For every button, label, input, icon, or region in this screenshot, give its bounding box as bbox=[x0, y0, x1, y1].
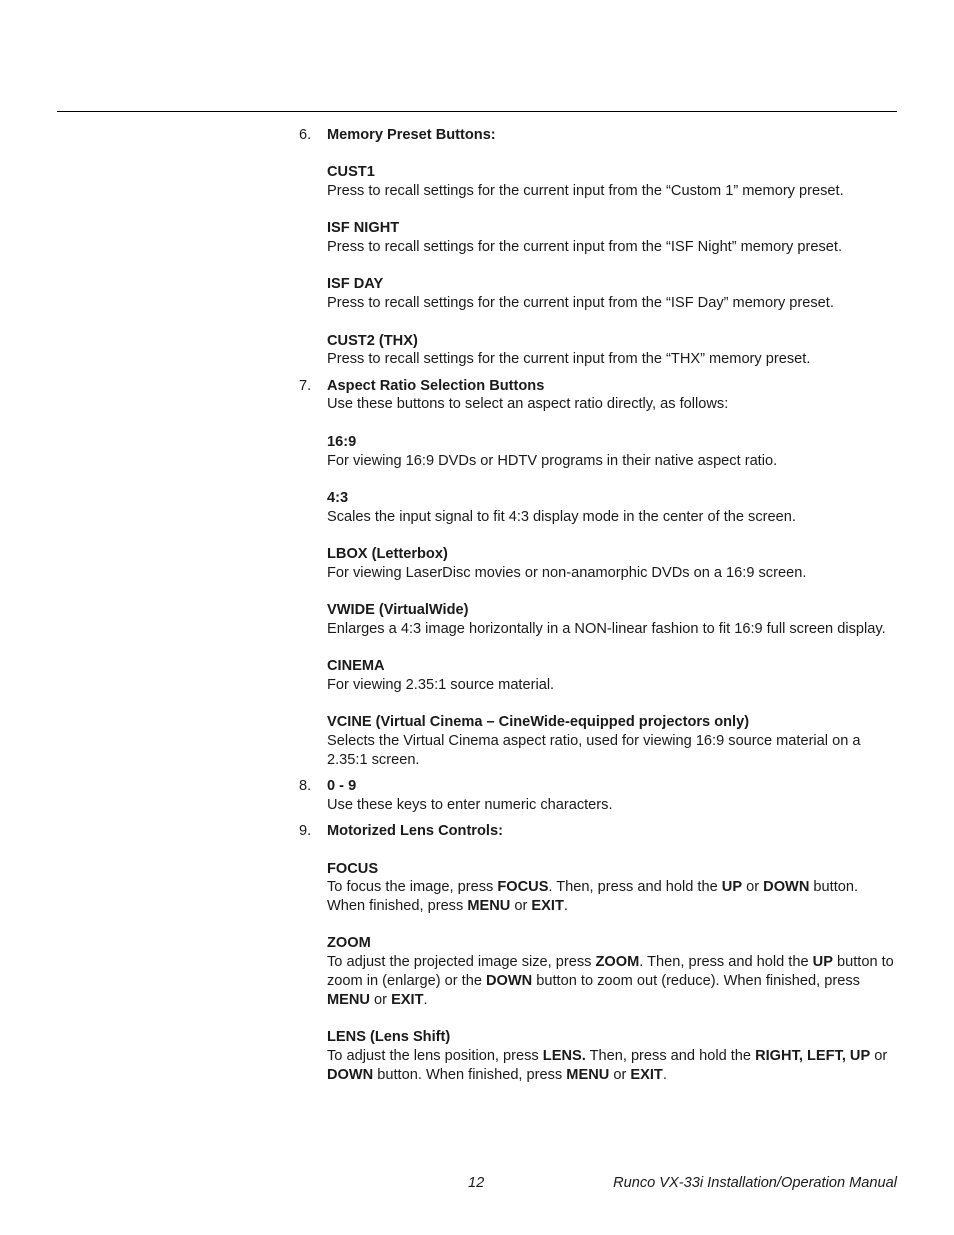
subitem-desc: To focus the image, press FOCUS. Then, press and hold the UP or DOWN button. When finished, press MENU or EXIT. bbox=[327, 879, 859, 915]
subitem-title: ISF NIGHT bbox=[327, 220, 400, 237]
subitem-title: CUST1 bbox=[327, 164, 375, 181]
header-rule bbox=[57, 111, 897, 112]
subitem-desc: Press to recall settings for the current input from the “THX” memory preset. bbox=[327, 351, 811, 368]
subitem-4-3 bbox=[327, 489, 899, 527]
subitem-zoom bbox=[327, 934, 899, 1009]
list-item-aspect-ratio bbox=[299, 377, 899, 770]
subitem-desc: Press to recall settings for the current input from the “Custom 1” memory preset. bbox=[327, 183, 844, 200]
list-item-numeric-keys bbox=[299, 777, 899, 815]
subitem-lbox bbox=[327, 545, 899, 583]
item-desc: Use these buttons to select an aspect ratio directly, as follows: bbox=[327, 396, 729, 413]
manual-title: Runco VX-33i Installation/Operation Manual bbox=[613, 1175, 897, 1191]
subitem-cust1 bbox=[327, 163, 899, 201]
subitem-desc: Scales the input signal to fit 4:3 display mode in the center of the screen. bbox=[327, 508, 796, 525]
item-number: 8. bbox=[299, 778, 312, 795]
list-item-memory-presets bbox=[299, 126, 899, 369]
subitem-title: ZOOM bbox=[327, 935, 371, 952]
subitem-lens-shift bbox=[327, 1028, 899, 1084]
subitem-desc: Press to recall settings for the current input from the “ISF Day” memory preset. bbox=[327, 295, 834, 312]
subitem-title: CINEMA bbox=[327, 658, 385, 675]
subitem-title: LBOX (Letterbox) bbox=[327, 545, 448, 562]
item-title: Aspect Ratio Selection Buttons bbox=[327, 377, 545, 394]
subitem-cust2 bbox=[327, 332, 899, 370]
subitem-desc: For viewing 2.35:1 source material. bbox=[327, 676, 555, 693]
subitem-desc: For viewing LaserDisc movies or non-anamorphic DVDs on a 16:9 screen. bbox=[327, 564, 807, 581]
subitem-desc: Enlarges a 4:3 image horizontally in a NON-linear fashion to fit 16:9 full screen display. bbox=[327, 620, 886, 637]
subitem-desc: For viewing 16:9 DVDs or HDTV programs in their native aspect ratio. bbox=[327, 452, 778, 469]
subitem-title: ISF DAY bbox=[327, 276, 384, 293]
item-number: 7. bbox=[299, 377, 312, 394]
subitem-desc: To adjust the lens position, press LENS. Then, press and hold the RIGHT, LEFT, UP or DOWN button. When finished, press MENU or EXIT. bbox=[327, 1047, 888, 1083]
item-title: Motorized Lens Controls: bbox=[327, 823, 503, 840]
item-desc: Use these keys to enter numeric characters. bbox=[327, 796, 613, 813]
list-item-lens-controls bbox=[299, 822, 899, 1084]
subitem-title: VWIDE (VirtualWide) bbox=[327, 602, 469, 619]
subitem-title: CUST2 (THX) bbox=[327, 332, 418, 349]
subitem-title: FOCUS bbox=[327, 860, 379, 877]
subitem-vwide bbox=[327, 601, 899, 639]
subitem-desc: Press to recall settings for the current input from the “ISF Night” memory preset. bbox=[327, 239, 843, 256]
subitem-isf-night bbox=[327, 219, 899, 257]
item-number: 9. bbox=[299, 823, 312, 840]
subitem-16-9 bbox=[327, 433, 899, 471]
page-number: 12 bbox=[468, 1175, 485, 1191]
subitem-desc: Selects the Virtual Cinema aspect ratio, used for viewing 16:9 source material on a 2.35:1 screen. bbox=[327, 733, 861, 768]
subitem-title: VCINE (Virtual Cinema – CineWide-equipped projectors only) bbox=[327, 714, 750, 731]
subitem-title: LENS (Lens Shift) bbox=[327, 1029, 451, 1046]
item-title: Memory Preset Buttons: bbox=[327, 127, 496, 143]
item-title: 0 - 9 bbox=[327, 778, 357, 795]
subitem-focus bbox=[327, 860, 899, 916]
subitem-vcine bbox=[327, 713, 899, 769]
subitem-title: 16:9 bbox=[327, 433, 357, 450]
subitem-cinema bbox=[327, 657, 899, 695]
subitem-isf-day bbox=[327, 275, 899, 313]
subitem-desc: To adjust the projected image size, press ZOOM. Then, press and hold the UP button to zoom in (enlarge) or the DOWN button to zoom out (reduce). When finished, press MENU or EXIT. bbox=[327, 954, 894, 1008]
subitem-title: 4:3 bbox=[327, 489, 349, 506]
item-number: 6. bbox=[299, 127, 312, 143]
page-content bbox=[299, 126, 899, 1084]
